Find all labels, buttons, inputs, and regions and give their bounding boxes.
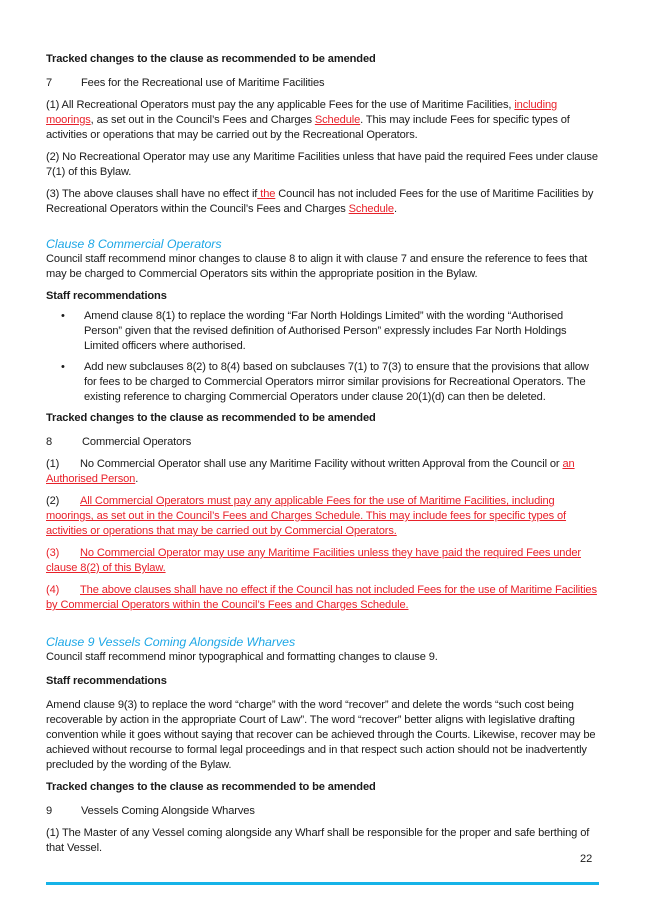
clause-8-heading: Clause 8 Commercial Operators — [46, 237, 222, 251]
document-page — [46, 52, 598, 856]
inserted-text: The above clauses shall have no effect if the Council has not included Fees for the use of Maritime Facilities by Commercial Operators within the Council’s Fees and Charges Schedule. — [46, 584, 597, 611]
clause-7-subclause-2: (2) No Recreational Operator may use any Maritime Facilities unless that have paid the required Fees under clause 7(1) of this Bylaw. — [46, 151, 598, 178]
footer-divider — [46, 882, 599, 885]
inserted-text: Schedule — [314, 114, 361, 126]
inserted-text: the — [257, 188, 276, 200]
clause-8-subclause-2: (2) All Commercial Operators must pay any applicable Fees for the use of Maritime Facilities, including moorings, as set out in the Council’s Fees and Charges Schedule. This may include fees for specific types of activities or operations that may be carried out by Commercial Operators. — [46, 495, 567, 537]
clause-9-recommendation: Amend clause 9(3) to replace the word “charge” with the word “recover” and delete the words “such cost being recoverable by action in the appropriate Court of Law”. The word “recover” better aligns with legislative drafting convention while it goes without saying that recover can be achieved through the Courts. Likewise, recover may be achieved without recourse to formal legal proceedings and in that respect such action should not be inadvertently precluded by the wording of the Bylaw. — [46, 699, 596, 771]
bullet-icon: • — [61, 361, 65, 373]
inserted-text: including moorings — [46, 99, 558, 126]
clause-9-subclause-1: (1) The Master of any Vessel coming alongside any Wharf shall be responsible for the proper and safe berthing of that Vessel. — [46, 827, 590, 854]
clause-8-subclause-3: (3) No Commercial Operator may use any Maritime Facilities unless they have paid the required Fees under clause 8(2) of this Bylaw. — [46, 547, 582, 574]
page-number: 22 — [580, 853, 593, 865]
list-item: • Add new subclauses 8(2) to 8(4) based on subclauses 7(1) to 7(3) to ensure that the provisions that allow for fees to be charged to Commercial Operators mirror similar provisions for Recreational Operators. The existing reference to charging Commercial Operators under clause 20(1)(d) can then be deleted. — [61, 361, 589, 403]
clause-7-number: 7 — [46, 77, 53, 89]
staff-recommendations-heading-9: Staff recommendations — [46, 675, 167, 687]
tracked-changes-heading-9: Tracked changes to the clause as recommended to be amended — [46, 781, 376, 793]
clause-9-heading: Clause 9 Vessels Coming Alongside Wharves — [46, 635, 296, 649]
clause-7-title-text: Fees for the Recreational use of Maritime Facilities — [81, 77, 325, 89]
bullet-icon: • — [61, 310, 65, 322]
clause-8-recommendations-list — [46, 309, 598, 405]
tracked-changes-heading-8: Tracked changes to the clause as recommended to be amended — [46, 412, 376, 424]
clause-7-title — [46, 76, 598, 91]
clause-9-title — [46, 804, 598, 819]
clause-8-subclause-4: (4) The above clauses shall have no effect if the Council has not included Fees for the use of Maritime Facilities by Commercial Operators within the Council’s Fees and Charges Schedule. — [46, 584, 597, 611]
inserted-text: No Commercial Operator may use any Maritime Facilities unless they have paid the required Fees under clause 8(2) of this Bylaw. — [46, 547, 582, 574]
list-item: • Amend clause 8(1) to replace the wording “Far North Holdings Limited” with the wording “Authorised Person” given that the revised definition of Authorised Person” expressly includes Far North Holdings Limited officers where authorised. — [61, 310, 567, 352]
clause-9-number: 9 — [46, 805, 53, 817]
clause-8-title-text: Commercial Operators — [82, 436, 192, 448]
inserted-text: Schedule — [348, 203, 394, 215]
inserted-text: All Commercial Operators must pay any applicable Fees for the use of Maritime Facilities, including moorings, as set out in the Council’s Fees and Charges Schedule. This may include fees for specific types of activities or operations that may be carried out by Commercial Operators. — [46, 495, 567, 537]
clause-8-subclause-1: (1) No Commercial Operator shall use any Maritime Facility without written Approval from the Council or an Authorised Person. — [46, 458, 575, 485]
inserted-text: an Authorised Person — [46, 458, 575, 485]
clause-7-subclause-1: (1) All Recreational Operators must pay the any applicable Fees for the use of Maritime Facilities, including moorings, as set out in the Council’s Fees and Charges Schedule. This may include Fees for specific types of activities or operations that may be carried out by the Recreational Operators. — [46, 99, 570, 141]
clause-9-title-text: Vessels Coming Alongside Wharves — [81, 805, 255, 817]
clause-7-subclause-3: (3) The above clauses shall have no effect if the Council has not included Fees for the use of Maritime Facilities by Recreational Operators within the Council’s Fees and Charges Schedule. — [46, 188, 594, 215]
staff-recommendations-heading-8: Staff recommendations — [46, 290, 167, 302]
clause-8-intro: Council staff recommend minor changes to clause 8 to align it with clause 7 and ensure the reference to fees that may be charged to Commercial Operators sits within the appropriate position in the Bylaw. — [46, 253, 588, 280]
clause-8-title — [46, 435, 598, 450]
tracked-changes-heading-7: Tracked changes to the clause as recommended to be amended — [46, 53, 376, 65]
clause-9-intro: Council staff recommend minor typographical and formatting changes to clause 9. — [46, 651, 438, 663]
clause-8-number: 8 — [46, 436, 53, 448]
